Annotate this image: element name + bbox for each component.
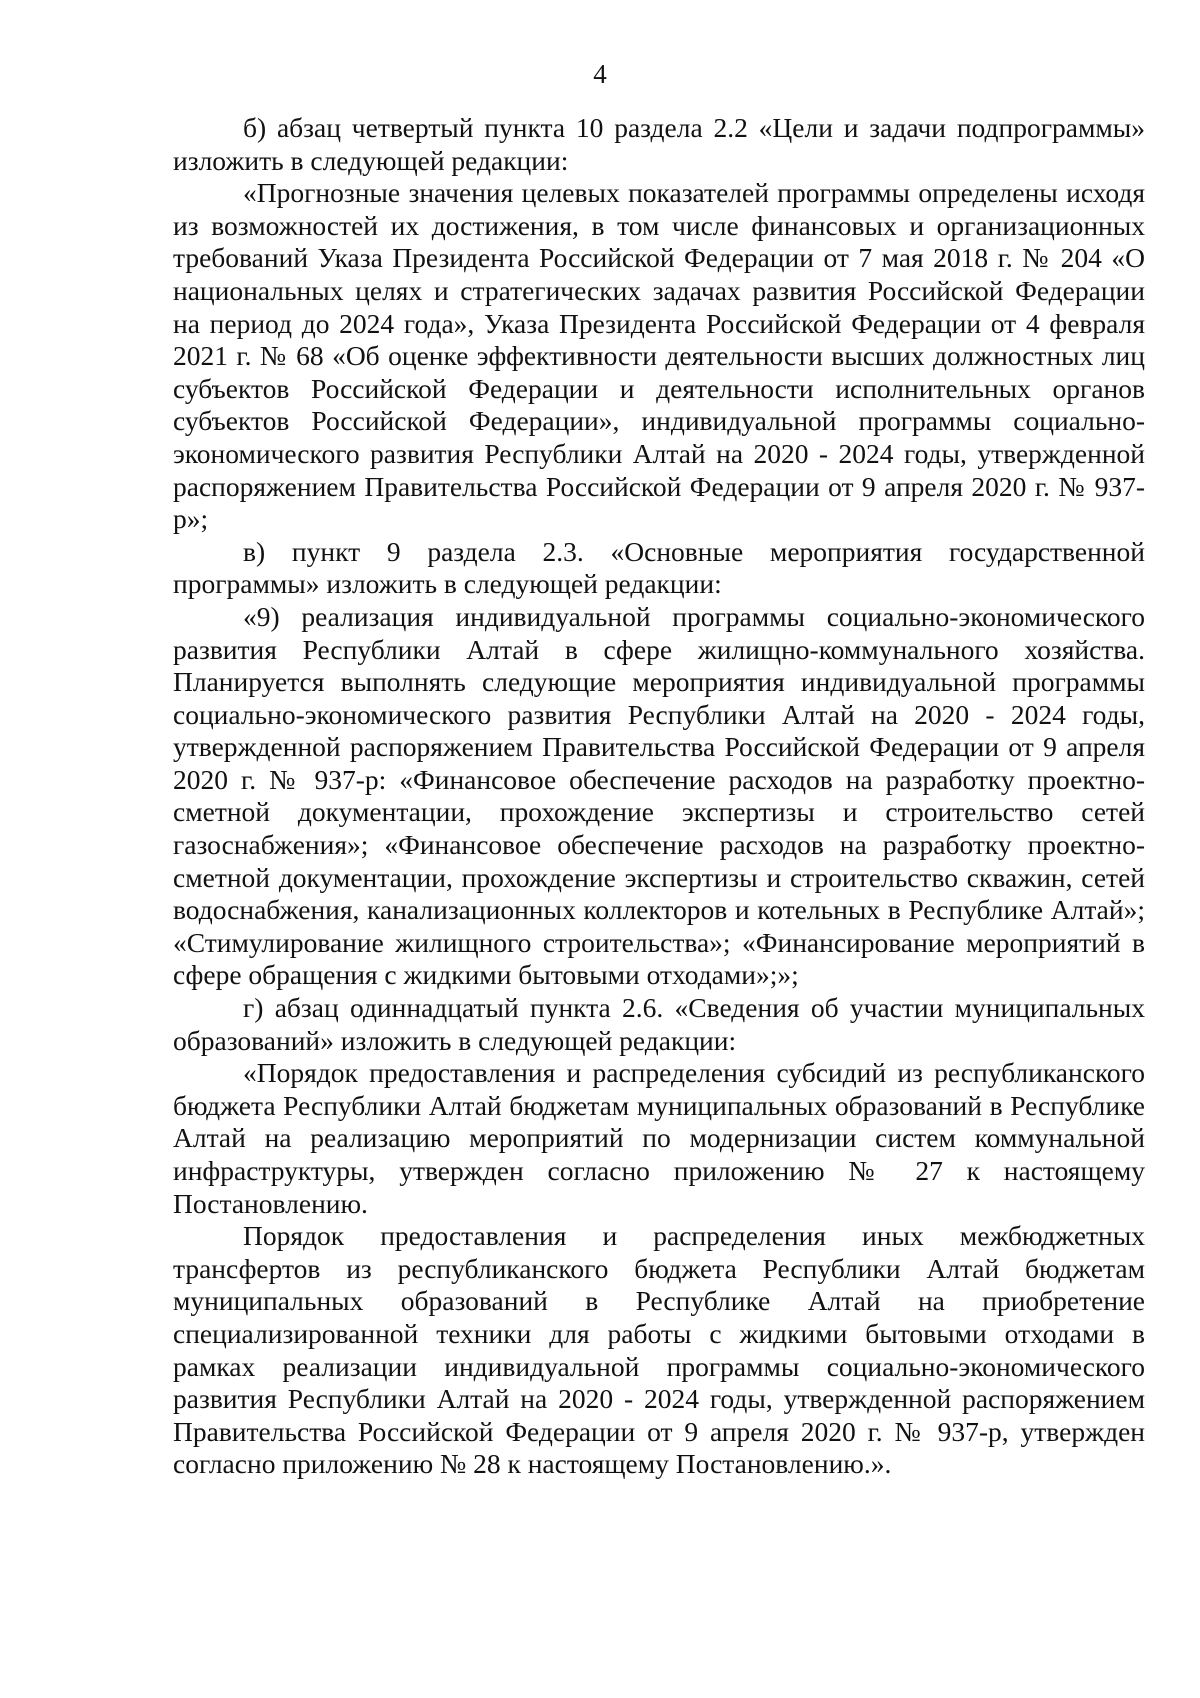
paragraph-transfers-order: Порядок предоставления и распределения иных межбюджетных трансфертов из республиканского бюджета Республики Алтай бюджетам муниципальных образований в Республике Алтай на приобретение специализированной техники для работы с жидкими бытовыми отходами в рамках реализации индивидуальной программы социально-экономического развития Республики Алтай на 2020 - 2024 годы, утвержденной распоряжением Правительства Российской Федерации от 9 апреля 2020 г. № 937-р, утвержден согласно приложению № 28 к настоящему Постановлению.». bbox=[173, 1220, 1145, 1480]
paragraph-amendment-v: в) пункт 9 раздела 2.3. «Основные мероприятия государственной программы» изложить в следующей редакции: bbox=[173, 535, 1145, 600]
paragraph-item-9: «9) реализация индивидуальной программы социально-экономического развития Республики Алтай в сфере жилищно-коммунального хозяйства. Планируется выполнять следующие мероприятия индивидуальной программы социально-экономического развития Республики Алтай на 2020 - 2024 годы, утвержденной распоряжением Правительства Российской Федерации от 9 апреля 2020 г. № 937-р: «Финансовое обеспечение расходов на разработку проектно-сметной документации, прохождение экспертизы и строительство сетей газоснабжения»; «Финансовое обеспечение расходов на разработку проектно-сметной документации, прохождение экспертизы и строительство скважин, сетей водоснабжения, канализационных коллекторов и котельных в Республике Алтай»; «Стимулирование жилищного строительства»; «Финансирование мероприятий в сфере обращения с жидкими бытовыми отходами»;»; bbox=[173, 600, 1145, 991]
paragraph-amendment-g: г) абзац одиннадцатый пункта 2.6. «Сведения об участии муниципальных образований» изложить в следующей редакции: bbox=[173, 992, 1145, 1056]
document-body bbox=[173, 112, 1145, 1481]
page-number: 4 bbox=[593, 59, 607, 89]
paragraph-subsidies-order: «Порядок предоставления и распределения субсидий из республиканского бюджета Республики Алтай бюджетам муниципальных образований в Республике Алтай на реализацию мероприятий по модернизации систем коммунальной инфраструктуры, утвержден согласно приложению № 27 к настоящему Постановлению. bbox=[173, 1057, 1145, 1219]
paragraph-amendment-b: б) абзац четвертый пункта 10 раздела 2.2 «Цели и задачи подпрограммы» изложить в следующей редакции: bbox=[173, 112, 1145, 176]
paragraph-forecast-values: «Прогнозные значения целевых показателей программы определены исходя из возможностей их достижения, в том числе финансовых и организационных требований Указа Президента Российской Федерации от 7 мая 2018 г. № 204 «О национальных целях и стратегических задачах развития Российской Федерации на период до 2024 года», Указа Президента Российской Федерации от 4 февраля 2021 г. № 68 «Об оценке эффективности деятельности высших должностных лиц субъектов Российской Федерации и деятельности исполнительных органов субъектов Российской Федерации», индивидуальной программы социально-экономического развития Республики Алтай на 2020 - 2024 годы, утвержденной распоряжением Правительства Российской Федерации от 9 апреля 2020 г. № 937-р»; bbox=[173, 177, 1145, 535]
